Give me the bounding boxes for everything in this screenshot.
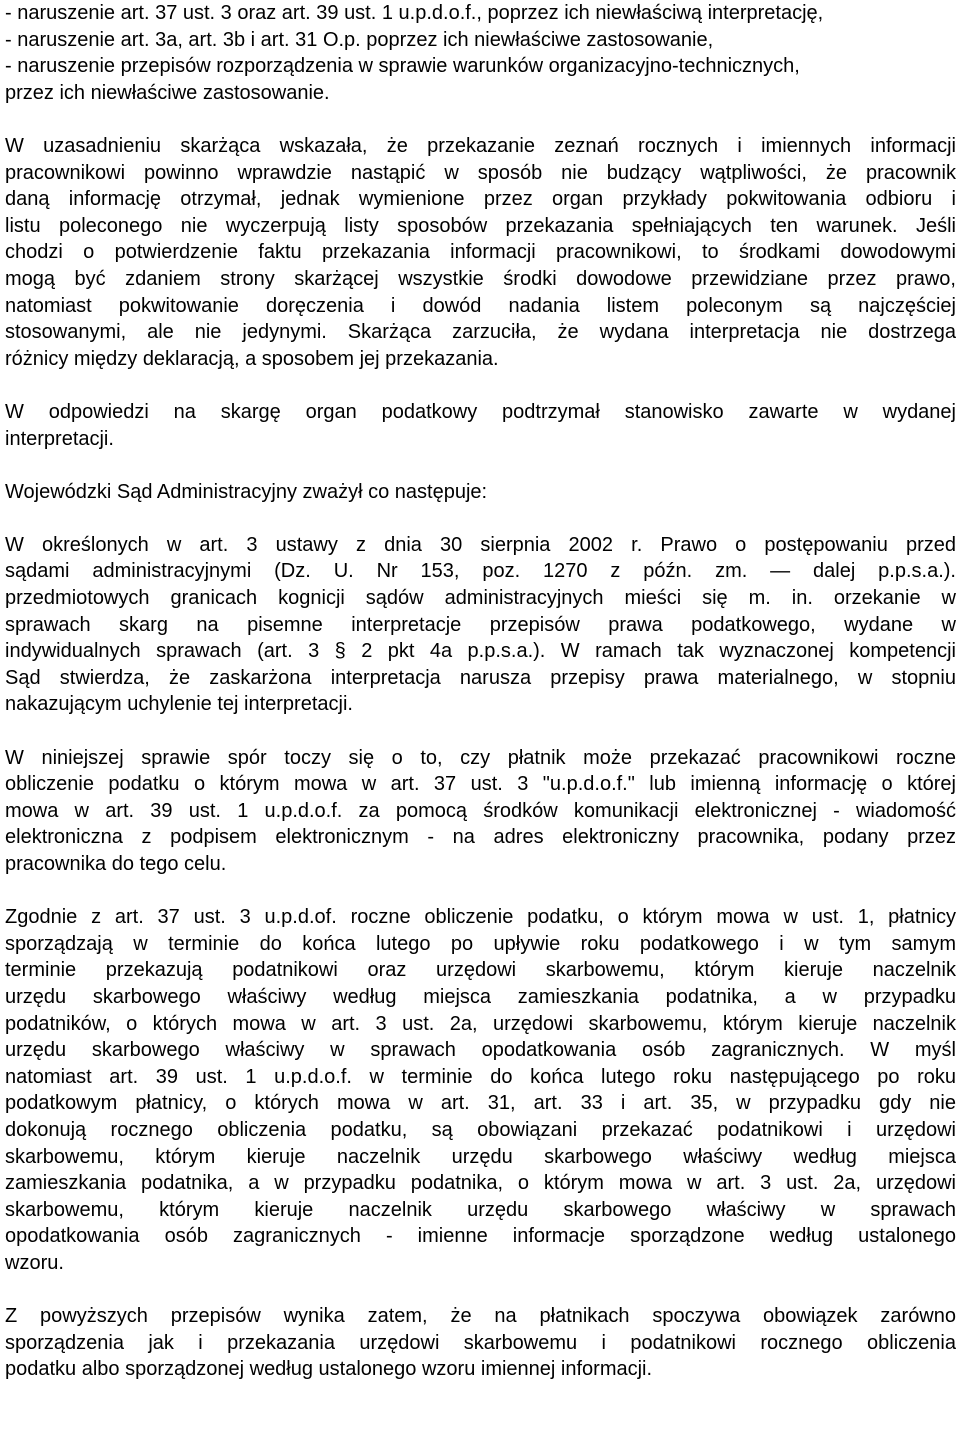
list-item: - naruszenie art. 37 ust. 3 oraz art. 39 ust. 1 u.p.d.o.f., poprzez ich niewłaściwą interpretację, [5, 2, 824, 24]
paragraph-line: zamieszkania podatnika, a w przypadku podatnika, o którym mowa w art. 3 ust. 2a, urzędowi [5, 1172, 956, 1195]
paragraph-line: wzoru. [5, 1251, 64, 1274]
paragraph-line: Wojewódzki Sąd Administracyjny zważył co następuje: [5, 480, 488, 503]
paragraph-line: natomiast art. 39 ust. 1 u.p.d.o.f. w terminie do końca lutego roku następującego po roku [5, 1065, 956, 1088]
paragraph-line: terminie przekazują podatnikowi oraz urzędowi skarbowemu, którym kieruje naczelnik [5, 959, 956, 982]
paragraph-line: skarbowemu, którym kieruje naczelnik urzędu skarbowego właściwy w sprawach [5, 1198, 956, 1221]
list-item: - naruszenie art. 3a, art. 3b i art. 31 O.p. poprzez ich niewłaściwe zastosowanie, [5, 28, 714, 51]
paragraph-line: podatku albo sporządzonej według ustalonego wzoru imiennej informacji. [5, 1358, 653, 1381]
paragraph-line: mowa w art. 39 ust. 1 u.p.d.o.f. za pomocą środków komunikacji elektronicznej - wiadomość [5, 799, 956, 822]
paragraph-conclusion [5, 1303, 956, 1383]
paragraph-court-jurisdiction [5, 532, 956, 718]
paragraph-gap [5, 452, 956, 479]
paragraph-line: nakazującym uchylenie tej interpretacji. [5, 693, 353, 716]
paragraph-line: Sąd stwierdza, że zaskarżona interpretacja narusza przepisy prawa materialnego, w stopniu [5, 666, 956, 689]
paragraph-line: stosowanymi, ale nie jedynymi. Skarżąca zarzuciła, że wydana interpretacja nie dostrzega [5, 321, 956, 344]
paragraph-line: Z powyższych przepisów wynika zatem, że na płatnikach spoczywa obowiązek zarówno [5, 1305, 956, 1328]
paragraph-line: chodzi o potwierdzenie faktu przekazania informacji pracownikowi, to środkami dowodowymi [5, 241, 956, 264]
paragraph-gap [5, 505, 956, 532]
paragraph-line: podatkowym płatnicy, o których mowa w art. 31, art. 33 i art. 35, w przypadku gdy nie [5, 1092, 956, 1115]
paragraph-line: daną informację otrzymał, jednak wymienione przez organ przykłady pokwitowania odbioru i [5, 188, 956, 211]
paragraph-line: sądami administracyjnymi (Dz. U. Nr 153, poz. 1270 z późn. zm. — dalej p.p.s.a.). [5, 560, 956, 583]
charges-list [5, 0, 956, 106]
paragraph-line: obliczenie podatku o którym mowa w art. 37 ust. 3 "u.p.d.o.f." lub imienną informację o której [5, 773, 956, 796]
paragraph-line: sprawach skarg na pisemne interpretacje przepisów prawa podatkowego, wydane w [5, 613, 956, 636]
paragraph-line: pracownikowi powinno wprawdzie nastąpić w sposób nie budzący wątpliwości, że pracownik [5, 161, 956, 184]
paragraph-line: W niniejszej sprawie spór toczy się o to, czy płatnik może przekazać pracownikowi roczne [5, 746, 956, 769]
paragraph-line: W uzasadnieniu skarżąca wskazała, że przekazanie zeznań rocznych i imiennych informacji [5, 134, 956, 157]
paragraph-gap [5, 106, 956, 133]
paragraph-gap [5, 1277, 956, 1304]
paragraph-line: Zgodnie z art. 37 ust. 3 u.p.d.of. roczne obliczenie podatku, o którym mowa w ust. 1, płatnicy [5, 906, 956, 929]
paragraph-line: opodatkowania osób zagranicznych - imienne informacje sporządzone według ustalonego [5, 1225, 956, 1248]
paragraph-line: przedmiotowych granicach kognicji sądów administracyjnych mieści się m. in. orzekanie w [5, 587, 956, 610]
paragraph-dispute-subject [5, 745, 956, 878]
paragraph-line: dokonują rocznego obliczenia podatku, są obowiązani przekazać podatnikowi i urzędowi [5, 1118, 956, 1141]
paragraph-line: skarbowemu, którym kieruje naczelnik urzędu skarbowego właściwy według miejsca [5, 1145, 956, 1168]
paragraph-line: sporządzenia jak i przekazania urzędowi skarbowemu i podatnikowi rocznego obliczenia [5, 1331, 956, 1354]
paragraph-gap [5, 878, 956, 905]
paragraph-line: sporządzają w terminie do końca lutego po upływie roku podatkowego i w tym samym [5, 932, 956, 955]
paragraph-authority-response [5, 399, 956, 452]
list-item: - naruszenie przepisów rozporządzenia w sprawie warunków organizacyjno-technicznych, [5, 55, 800, 78]
paragraph-line: urzędu skarbowego właściwy w sprawach opodatkowania osób zagranicznych. W myśl [5, 1039, 956, 1062]
paragraph-line: różnicy między deklaracją, a sposobem jej przekazania. [5, 347, 499, 370]
paragraph-court-considerations [5, 479, 956, 506]
paragraph-line: indywidualnych sprawach (art. 3 § 2 pkt 4a p.p.s.a.). W ramach tak wyznaczonej kompetencji [5, 640, 956, 663]
list-item: przez ich niewłaściwe zastosowanie. [5, 81, 330, 104]
paragraph-line: listu poleconego nie wyczerpują listy sposobów przekazania spełniających ten warunek. Jeśli [5, 214, 956, 237]
paragraph-legal-provisions [5, 904, 956, 1276]
paragraph-gap [5, 718, 956, 745]
paragraph-line: urzędu skarbowego właściwy według miejsca zamieszkania podatnika, a w przypadku [5, 985, 956, 1008]
paragraph-line: W odpowiedzi na skargę organ podatkowy podtrzymał stanowisko zawarte w wydanej [5, 400, 956, 423]
paragraph-line: podatników, o których mowa w art. 3 ust. 2a, urzędowi skarbowemu, którym kieruje naczelnik [5, 1012, 956, 1035]
paragraph-line: natomiast pokwitowanie doręczenia i dowód nadania listem poleconym są najczęściej [5, 294, 956, 317]
paragraph-complaint-justification [5, 133, 956, 372]
paragraph-line: pracownika do tego celu. [5, 853, 227, 875]
paragraph-line: interpretacji. [5, 427, 114, 450]
paragraph-line: mogą być zdaniem strony skarżącej wszystkie środki dowodowe przewidziane przez prawo, [5, 267, 956, 290]
paragraph-line: elektroniczna z podpisem elektronicznym - na adres elektroniczny pracownika, podany przez [5, 826, 956, 849]
paragraph-gap [5, 372, 956, 399]
document-page [5, 0, 956, 1383]
paragraph-line: W określonych w art. 3 ustawy z dnia 30 sierpnia 2002 r. Prawo o postępowaniu przed [5, 533, 956, 556]
